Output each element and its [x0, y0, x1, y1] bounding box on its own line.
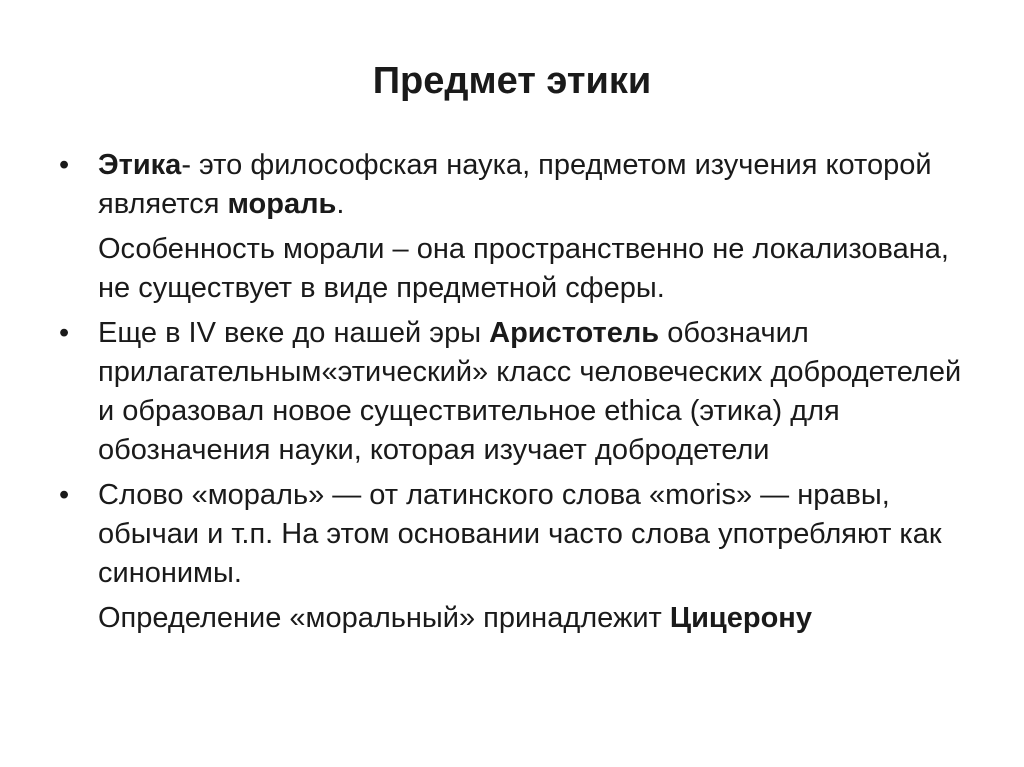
paragraph-aristotle [0, 314, 1024, 470]
bullet-icon: • [59, 479, 70, 511]
ethics-definition-end: . [336, 188, 345, 220]
aristotle-intro-text: Еще в IV веке до нашей эры [98, 317, 490, 349]
morality-feature-text: Особенность морали – она пространственно не локализована, не существует в виде предметной сферы. [98, 233, 949, 304]
bullet-icon: • [59, 317, 70, 349]
cicero-intro-text: Определение «моральный» принадлежит [98, 602, 670, 634]
paragraph-ethics-definition [0, 146, 1024, 224]
slide-body [0, 146, 1024, 638]
term-morality: мораль [227, 188, 337, 220]
name-aristotle: Аристотель [489, 317, 660, 349]
term-ethics: Этика [98, 149, 182, 181]
paragraph-morality-feature [0, 230, 1024, 308]
ethics-definition-text: - это философская наука, предметом изучения которой является [98, 149, 932, 220]
slide-title: Предмет этики [372, 60, 652, 102]
name-cicero: Цицерону [669, 602, 812, 634]
word-morality-text: Слово «мораль» — от латинского слова «moris» — нравы, обычаи и т.п. На этом основании часто слова употребляют как синонимы. [98, 479, 942, 589]
aristotle-text: обозначил прилагательным«этический» класс человеческих добродетелей и образовал новое существительное ethica (этика) для обозначения науки, которая изучает добродетели [98, 317, 962, 466]
paragraph-cicero [0, 599, 1024, 638]
bullet-icon: • [59, 149, 70, 181]
paragraph-word-morality [0, 476, 1024, 593]
